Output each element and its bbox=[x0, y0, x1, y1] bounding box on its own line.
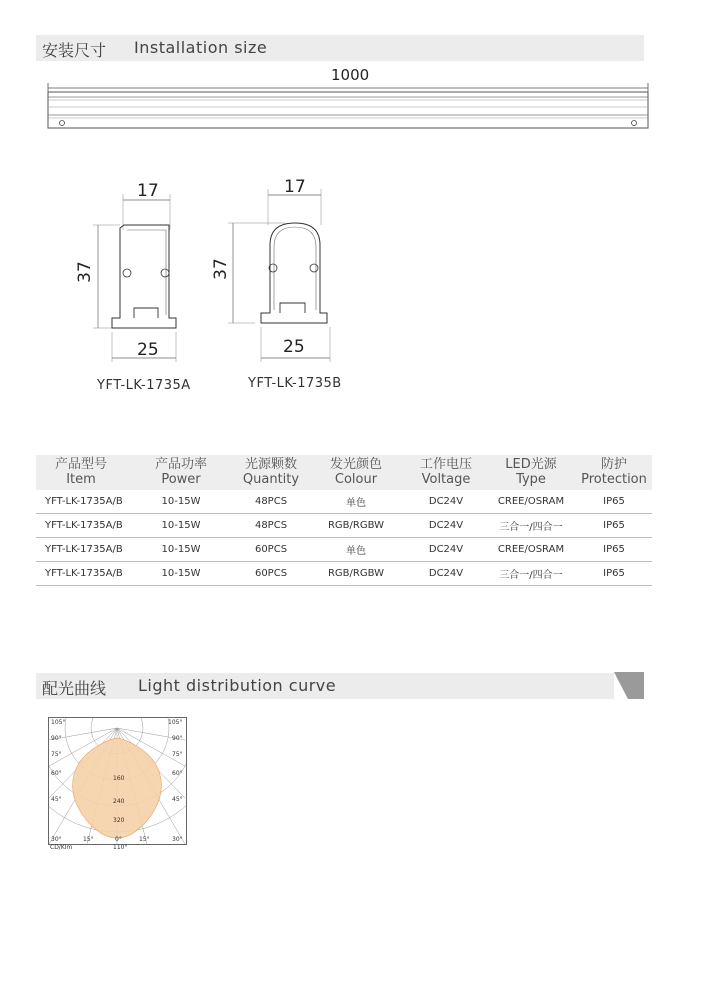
section-header-installation bbox=[36, 35, 644, 61]
section-header-light bbox=[36, 673, 644, 699]
cell-colour: 单色 bbox=[306, 490, 406, 514]
angle-label: 0° bbox=[115, 836, 122, 843]
header-en: Type bbox=[516, 472, 546, 487]
cell-quantity: 60PCS bbox=[236, 562, 306, 586]
cell-protection: IP65 bbox=[576, 562, 652, 586]
header-cn: LED光源 bbox=[505, 457, 557, 472]
cell-power: 10-15W bbox=[126, 538, 236, 562]
angle-label: 15° bbox=[83, 836, 94, 843]
cell-quantity: 48PCS bbox=[236, 490, 306, 514]
profile-b-model: YFT-LK-1735B bbox=[248, 376, 342, 391]
intensity-label: 240 bbox=[113, 798, 125, 805]
length-dimension-label: 1000 bbox=[331, 66, 370, 84]
cell-type: CREE/OSRAM bbox=[486, 490, 576, 514]
angle-label: 105° bbox=[51, 719, 66, 726]
profile-a-model: YFT-LK-1735A bbox=[97, 378, 191, 393]
header-en: Item bbox=[66, 472, 96, 487]
cell-power: 10-15W bbox=[126, 490, 236, 514]
header-en: Protection bbox=[581, 472, 647, 487]
header-en: Quantity bbox=[242, 472, 300, 487]
header-type bbox=[486, 455, 576, 490]
header-cn: 产品型号 bbox=[54, 457, 107, 472]
fixture-side-drawing bbox=[36, 80, 661, 135]
intensity-label: 160 bbox=[113, 775, 125, 782]
header-cn: 工作电压 bbox=[419, 457, 472, 472]
profile-a-drawing bbox=[90, 190, 200, 370]
profile-a-width-bottom: 25 bbox=[137, 340, 159, 360]
cell-protection: IP65 bbox=[576, 538, 652, 562]
cell-protection: IP65 bbox=[576, 490, 652, 514]
spec-table bbox=[36, 455, 652, 586]
header-protection bbox=[576, 455, 652, 490]
header-cn: 防护 bbox=[600, 457, 627, 472]
cell-colour: 单色 bbox=[306, 538, 406, 562]
angle-label: 75° bbox=[172, 751, 183, 758]
cell-colour: RGB/RGBW bbox=[306, 562, 406, 586]
header-cn: 光源颗数 bbox=[244, 457, 297, 472]
cell-protection: IP65 bbox=[576, 514, 652, 538]
profile-a-width-top: 17 bbox=[137, 181, 159, 201]
cell-item: YFT-LK-1735A/B bbox=[36, 562, 126, 586]
table-row bbox=[36, 562, 652, 586]
header-item bbox=[36, 455, 126, 490]
angle-label: 30° bbox=[172, 836, 183, 843]
cell-quantity: 48PCS bbox=[236, 514, 306, 538]
cell-quantity: 60PCS bbox=[236, 538, 306, 562]
profile-b-height: 37 bbox=[210, 258, 231, 280]
spec-table-header bbox=[36, 455, 652, 490]
cell-type: 三合一/四合一 bbox=[486, 514, 576, 538]
header-cn: 发光颜色 bbox=[329, 457, 382, 472]
angle-label: 30° bbox=[51, 836, 62, 843]
cell-voltage: DC24V bbox=[406, 562, 486, 586]
table-row bbox=[36, 538, 652, 562]
header-quantity bbox=[236, 455, 306, 490]
angle-label: 45° bbox=[172, 796, 183, 803]
angle-label: 15° bbox=[139, 836, 150, 843]
cell-item: YFT-LK-1735A/B bbox=[36, 514, 126, 538]
unit-label: CD/Klm bbox=[50, 844, 73, 851]
section-title-cn: 配光曲线 bbox=[42, 679, 107, 698]
angle-label: 90° bbox=[172, 735, 183, 742]
cell-item: YFT-LK-1735A/B bbox=[36, 538, 126, 562]
header-en: Power bbox=[161, 472, 201, 487]
table-row bbox=[36, 490, 652, 514]
cell-voltage: DC24V bbox=[406, 490, 486, 514]
cell-power: 10-15W bbox=[126, 514, 236, 538]
polar-chart bbox=[48, 717, 187, 845]
intensity-label: 320 bbox=[113, 817, 125, 824]
section-title-en: Light distribution curve bbox=[138, 676, 337, 695]
table-row bbox=[36, 514, 652, 538]
cell-colour: RGB/RGBW bbox=[306, 514, 406, 538]
cell-item: YFT-LK-1735A/B bbox=[36, 490, 126, 514]
cell-type: 三合一/四合一 bbox=[486, 562, 576, 586]
cell-voltage: DC24V bbox=[406, 514, 486, 538]
cell-type: CREE/OSRAM bbox=[486, 538, 576, 562]
angle-label: 90° bbox=[51, 735, 62, 742]
header-en: Colour bbox=[334, 472, 378, 487]
angle-label: 75° bbox=[51, 751, 62, 758]
header-en: Voltage bbox=[421, 472, 471, 487]
header-power bbox=[126, 455, 236, 490]
cell-power: 10-15W bbox=[126, 562, 236, 586]
angle-label: 60° bbox=[172, 770, 183, 777]
profile-b-drawing bbox=[225, 185, 340, 365]
profile-b-width-bottom: 25 bbox=[283, 337, 305, 357]
profile-a-height: 37 bbox=[74, 261, 95, 283]
header-voltage bbox=[406, 455, 486, 490]
brand-corner-icon bbox=[614, 672, 644, 699]
section-title-cn: 安装尺寸 bbox=[42, 41, 107, 60]
angle-label: 60° bbox=[51, 770, 62, 777]
section-title-en: Installation size bbox=[134, 38, 268, 57]
header-cn: 产品功率 bbox=[154, 457, 207, 472]
cell-voltage: DC24V bbox=[406, 538, 486, 562]
angle-label: 105° bbox=[168, 719, 183, 726]
beam-angle-label: 110° bbox=[113, 844, 128, 851]
profile-b-width-top: 17 bbox=[284, 177, 306, 197]
angle-label: 45° bbox=[51, 796, 62, 803]
header-colour bbox=[306, 455, 406, 490]
